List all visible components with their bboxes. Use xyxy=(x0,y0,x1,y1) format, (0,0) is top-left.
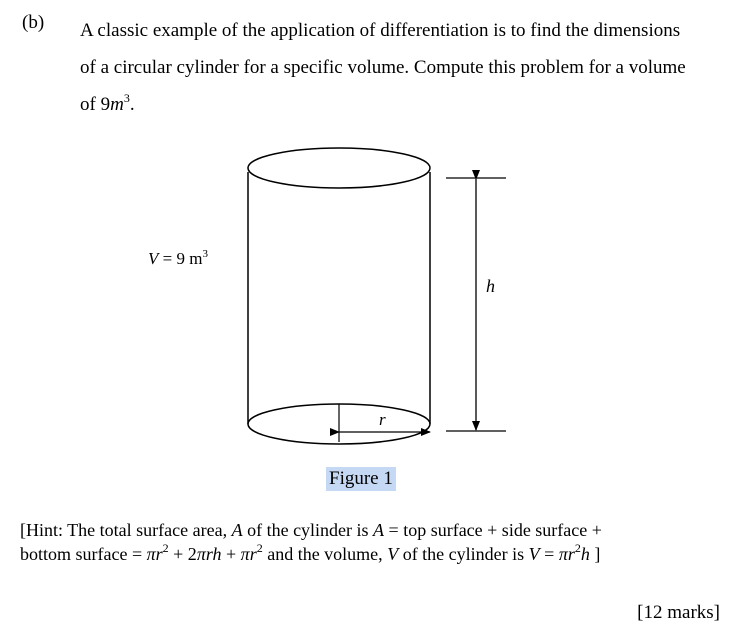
cylinder-top-ellipse xyxy=(248,148,430,188)
hint-exp-3: 2 xyxy=(574,541,581,555)
hint-formula-1: πr xyxy=(146,544,163,564)
hint-line-1 xyxy=(20,518,720,542)
question-line-1: A classic example of the application of differentiation is to find the dimensions xyxy=(80,20,681,41)
hint-var-v: V xyxy=(387,544,399,564)
question-line-2: of a circular cylinder for a specific volume. Compute this problem for a volume xyxy=(80,57,686,78)
hint-plus-2: + xyxy=(221,544,241,564)
hint-formula-3: πr xyxy=(240,544,257,564)
volume-prefix: of 9 xyxy=(80,94,111,115)
hint-line-2 xyxy=(20,542,720,566)
volume-label-eq: = 9 m xyxy=(158,249,203,268)
hint-text-b: of the cylinder is xyxy=(242,520,374,540)
hint-exp-2: 2 xyxy=(256,541,263,555)
radius-label: r xyxy=(379,410,386,429)
hint-var-v2: V xyxy=(528,544,540,564)
volume-exponent: 3 xyxy=(123,91,130,105)
hint-formula-2: πrh xyxy=(196,544,222,564)
volume-label-exp: 3 xyxy=(202,248,208,260)
hint-var-a: A xyxy=(231,520,243,540)
height-label: h xyxy=(486,276,495,296)
hint-text-d: bottom surface = xyxy=(20,544,147,564)
volume-suffix: . xyxy=(129,94,135,115)
hint-text-c: = top surface + side surface + xyxy=(384,520,602,540)
hint-text xyxy=(20,518,720,566)
hint-end: ] xyxy=(589,544,601,564)
question-label: (b) xyxy=(22,12,45,33)
hint-text-f: of the cylinder is xyxy=(398,544,529,564)
hint-text-e: and the volume, xyxy=(262,544,388,564)
figure-caption: Figure 1 xyxy=(326,467,396,491)
marks-label: [12 marks] xyxy=(637,602,720,623)
hint-exp-1: 2 xyxy=(162,541,169,555)
hint-var-h: h xyxy=(580,544,590,564)
hint-text-a: [Hint: The total surface area, xyxy=(20,520,232,540)
hint-formula-4: πr xyxy=(558,544,575,564)
hint-eq: = xyxy=(539,544,559,564)
volume-label xyxy=(148,248,208,268)
hint-var-a2: A xyxy=(373,520,385,540)
hint-plus-1: + 2 xyxy=(168,544,197,564)
volume-unit: m xyxy=(110,94,124,115)
volume-label-var: V xyxy=(148,249,159,268)
